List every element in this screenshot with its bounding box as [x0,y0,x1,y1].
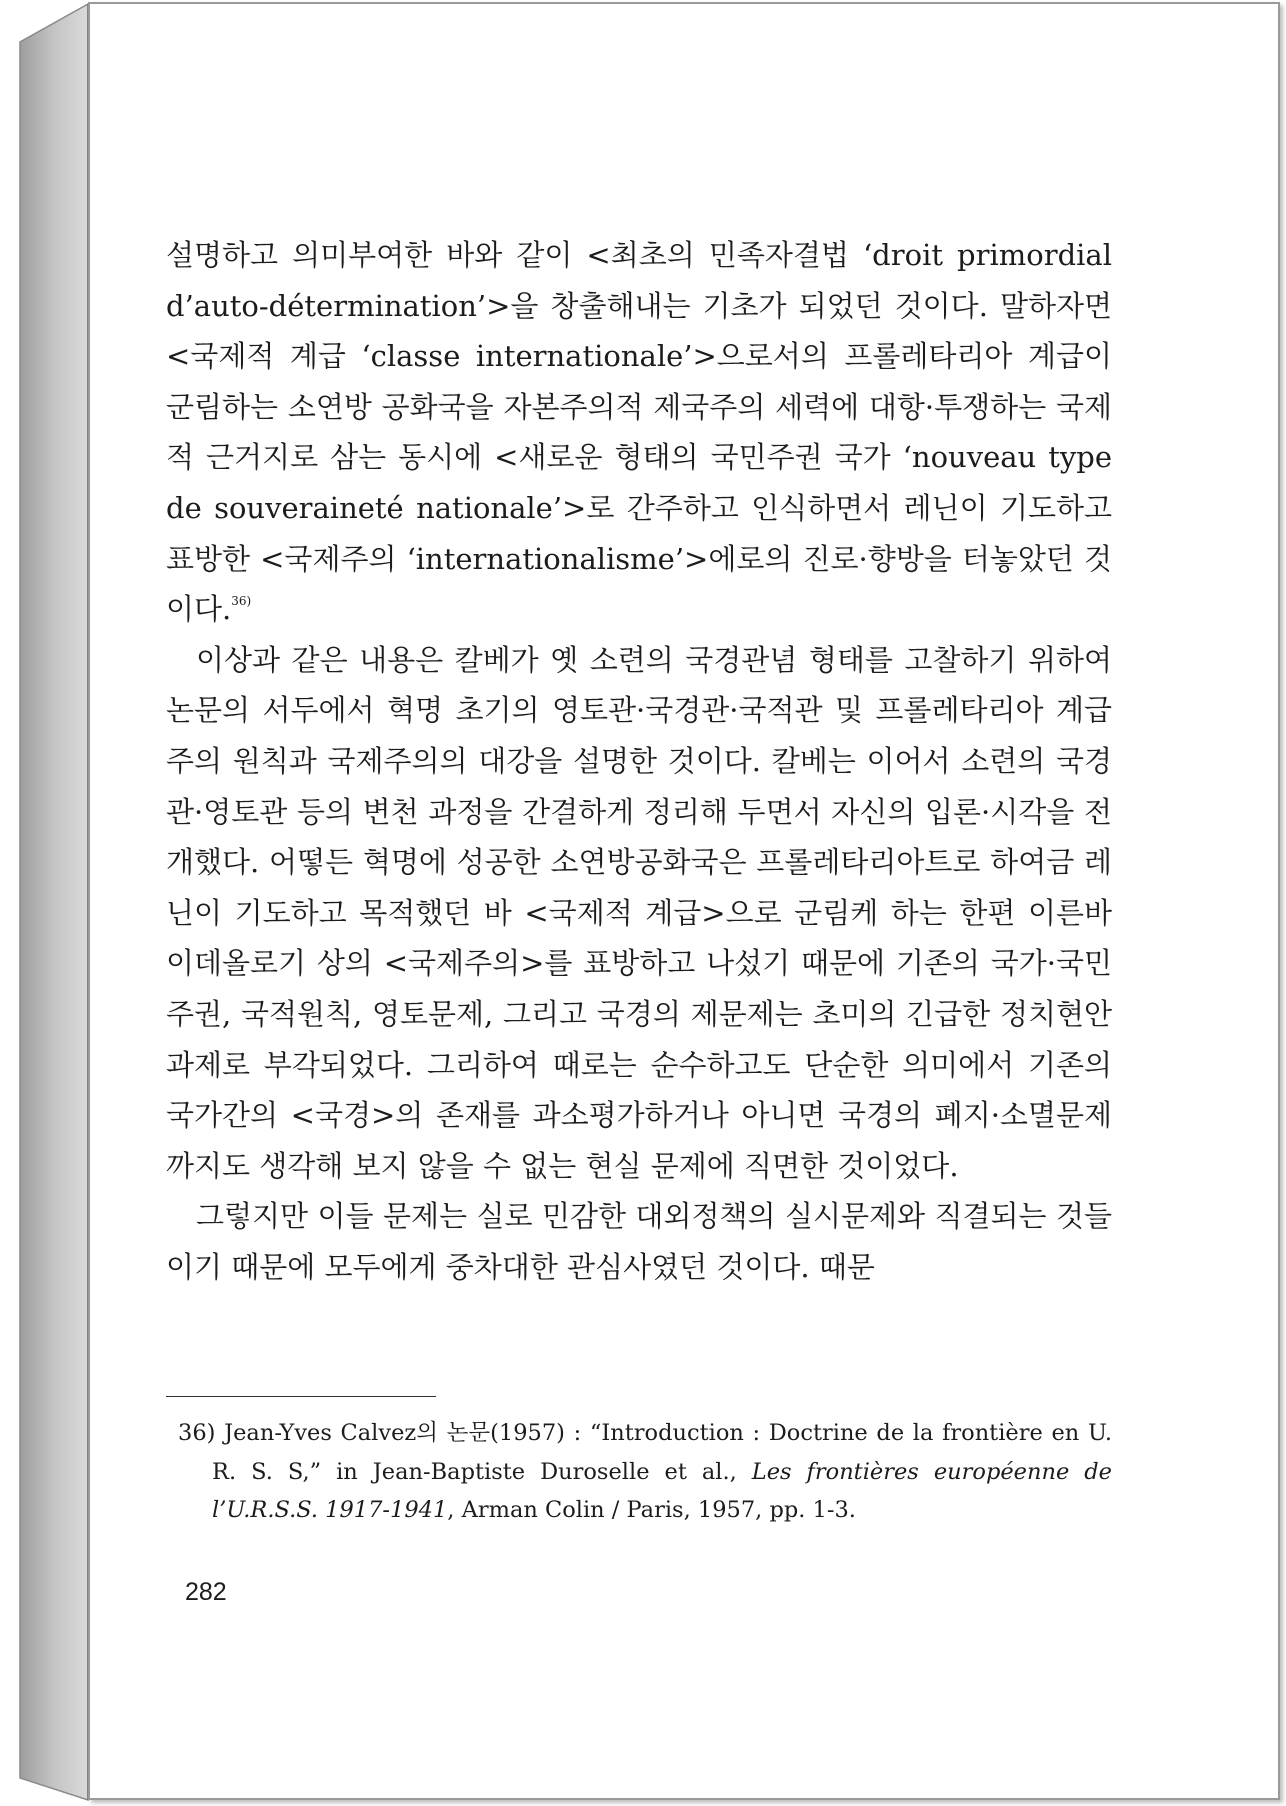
footnote [178,1414,1112,1530]
footnote-text-a: Jean-Yves Calvez의 논문(1957) : “Introduction : Doctrine de la frontière en U. R. S. S,” in Jean-Baptiste Duroselle et al., [212,1420,1112,1485]
footnote-divider [166,1396,436,1397]
footnote-title: Les frontières européenne de l’U.R.S.S. 1917-1941 [212,1458,1112,1524]
footnote-reference: 36) [231,594,252,609]
footnote-text-b: , Arman Colin / Paris, 1957, pp. 1-3. [447,1497,856,1524]
paragraph-1-text: 설명하고 의미부여한 바와 같이 <최초의 민족자결법 ‘droit primordial d’auto-détermination’>을 창출해내는 기초가 되었던 것이다. 말하자면 <국제적 계급 ‘classe internationale’>으로서의 프롤레타리아 계급이 군림하는 소연방 공화국을 자본주의적 제국주의 세력에 대항·투쟁하는 국제적 근거지로 삼는 동시에 <새로운 형태의 국민주권 국가 ‘nouveau type de souveraineté nationale’>로 간주하고 인식하면서 레닌이 기도하고 표방한 <국제주의 ‘internationalisme’>에로의 진로·향방을 터놓았던 것이다. [166,238,1112,627]
footnote-number: 36) [178,1420,216,1446]
body-text [166,230,1112,1292]
paragraph-1 [166,230,1112,635]
paragraph-2: 이상과 같은 내용은 칼베가 옛 소련의 국경관념 형태를 고찰하기 위하여 논문의 서두에서 혁명 초기의 영토관·국경관·국적관 및 프롤레타리아 계급주의 원칙과 국제주의의 대강을 설명한 것이다. 칼베는 이어서 소련의 국경관·영토관 등의 변천 과정을 간결하게 정리해 두면서 자신의 입론·시각을 전개했다. 어떻든 혁명에 성공한 소연방공화국은 프롤레타리아트로 하여금 레닌이 기도하고 목적했던 바 <국제적 계급>으로 군림케 하는 한편 이른바 이데올로기 상의 <국제주의>를 표방하고 나섰기 때문에 기존의 국가·국민주권, 국적원칙, 영토문제, 그리고 국경의 제문제는 초미의 긴급한 정치현안 과제로 부각되었다. 그리하여 때로는 순수하고도 단순한 의미에서 기존의 국가간의 <국경>의 존재를 과소평가하거나 아니면 국경의 폐지·소멸문제까지도 생각해 보지 않을 수 없는 현실 문제에 직면한 것이었다. [166,642,1112,1183]
page-number: 282 [185,1578,227,1606]
paragraph-3: 그렇지만 이들 문제는 실로 민감한 대외정책의 실시문제와 직결되는 것들이기 때문에 모두에게 중차대한 관심사였던 것이다. 때문 [166,1199,1112,1284]
